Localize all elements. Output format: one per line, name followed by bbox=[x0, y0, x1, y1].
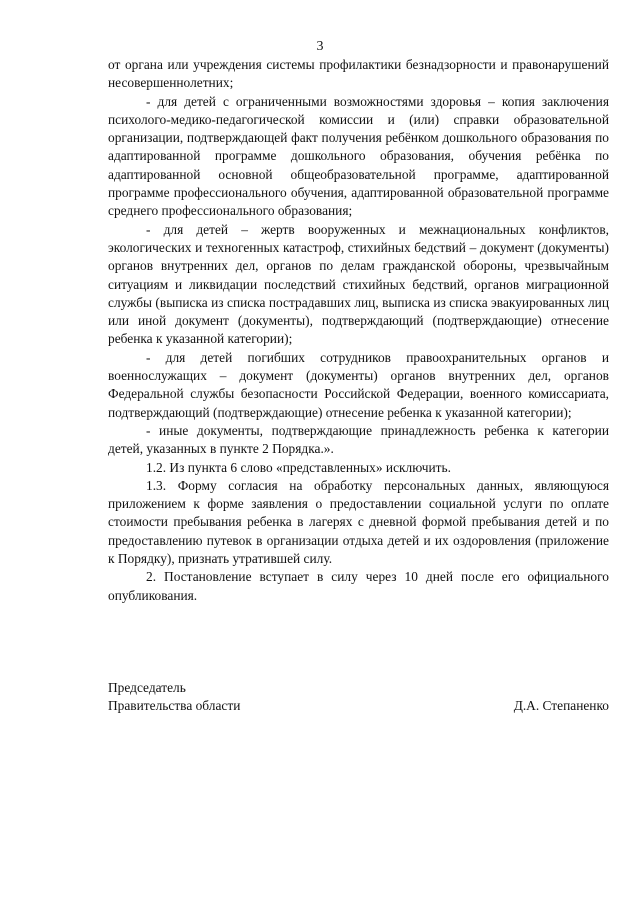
paragraph-victims-of-conflicts: - для детей – жертв вооруженных и межнациональных конфликтов, экологических и техногенных катастроф, стихийных бедствий – документ (документы) органов внутренних дел, органов по делам гражданской обороны, чрезвычайным ситуациям и ликвидации последствий стихийных бедствий, органов миграционной службы (выписка из списка пострадавших лиц, выписка из списка эвакуированных лиц или иной документ (документы), подтверждающий (подтверждающие) отнесение ребенка к указанной категории); bbox=[108, 221, 609, 347]
signature-block bbox=[108, 679, 609, 716]
paragraph-other-documents: - иные документы, подтверждающие принадлежность ребенка к категории детей, указанных в пункте 2 Порядка.». bbox=[108, 422, 609, 457]
paragraph-fallen-officers-children: - для детей погибших сотрудников правоохранительных органов и военнослужащих – документ (документы) органов внутренних дел, органов Федеральной службы безопасности Российской Федерации, военного комиссариата, подтверждающий (подтверждающие) отнесение ребенка к указанной категории); bbox=[108, 349, 609, 420]
page-number: 3 bbox=[316, 39, 324, 54]
paragraph-item-1-3: 1.3. Форму согласия на обработку персональных данных, являющуюся приложением к форме заявления о предоставлении социальной услуги по оплате стоимости пребывания ребенка в лагерях с дневной формой пребывания детей и по предоставлению путевок в организации отдыха детей и их оздоровления (приложение к Порядку), признать утратившей силу. bbox=[108, 477, 609, 567]
signature-title-line1: Председатель bbox=[108, 680, 186, 695]
signature-row bbox=[108, 697, 609, 715]
document-body bbox=[108, 56, 609, 605]
signature-title-line2: Правительства области bbox=[108, 698, 241, 714]
signatory-name: Д.А. Степаненко bbox=[513, 698, 609, 714]
paragraph-item-1-2: 1.2. Из пункта 6 слово «представленных» исключить. bbox=[146, 459, 451, 475]
paragraph-item-2: 2. Постановление вступает в силу через 10 дней после его официального опубликования. bbox=[108, 569, 609, 603]
paragraph-continuation: от органа или учреждения системы профилактики безнадзорности и правонарушений несовершеннолетних; bbox=[108, 57, 609, 91]
paragraph-disabled-children: - для детей с ограниченными возможностями здоровья – копия заключения психолого-медико-педагогической комиссии и (или) справки образовательной организации, подтверждающей факт получения ребёнком дошкольного образования по адаптированной программе дошкольного образования, обучения ребёнка по адаптированной основной общеобразовательной программе, адаптированной программе профессионального обучения, адаптированной образовательной программе среднего профессионального образования; bbox=[108, 93, 609, 219]
